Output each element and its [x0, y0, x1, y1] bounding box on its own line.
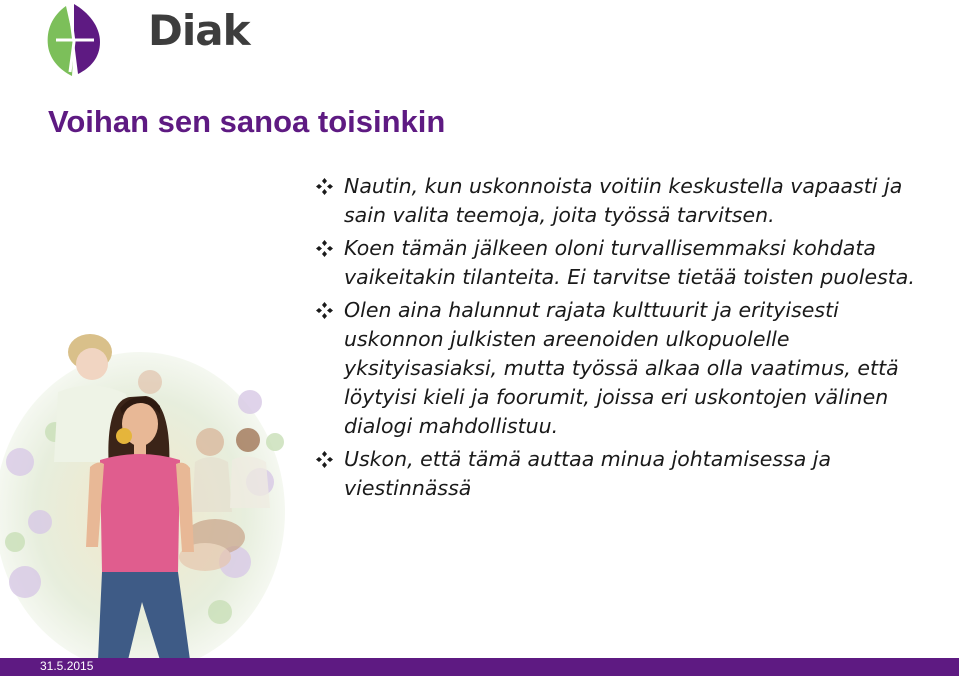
footer-date: 31.5.2015	[40, 659, 94, 673]
bullet-item	[316, 234, 936, 292]
slide-title: Voihan sen sanoa toisinkin	[48, 104, 446, 139]
diamond-quad-icon	[316, 178, 333, 195]
bullet-item	[316, 296, 936, 441]
bullet-item	[316, 172, 936, 230]
bullet-list	[316, 172, 936, 507]
logo-wordmark: Diak	[148, 6, 250, 55]
footer-bar	[0, 658, 959, 676]
bullet-text: Uskon, että tämä auttaa minua johtamisessa ja viestinnässä	[344, 447, 832, 500]
people-collage-illustration	[0, 322, 290, 660]
diamond-quad-icon	[316, 240, 333, 257]
bullet-text: Nautin, kun uskonnoista voitiin keskustella vapaasti ja sain valita teemoja, joita työssä tarvitsen.	[344, 174, 903, 227]
diamond-quad-icon	[316, 302, 333, 319]
bullet-item	[316, 445, 936, 503]
diamond-quad-icon	[316, 451, 333, 468]
diak-logo	[44, 2, 250, 78]
bullet-text: Olen aina halunnut rajata kulttuurit ja erityisesti uskonnon julkisten areenoiden ulkopuolelle yksityisasiaksi, mutta työssä alkaa olla vaatimus, että löytyisi kieli ja foorumit, joissa eri uskontojen välinen dialogi mahdollistuu.	[344, 298, 899, 438]
bullet-text: Koen tämän jälkeen oloni turvallisemmaksi kohdata vaikeitakin tilanteita. Ei tarvitse tietää toisten puolesta.	[344, 236, 915, 289]
diak-logo-mark-icon	[44, 2, 104, 78]
